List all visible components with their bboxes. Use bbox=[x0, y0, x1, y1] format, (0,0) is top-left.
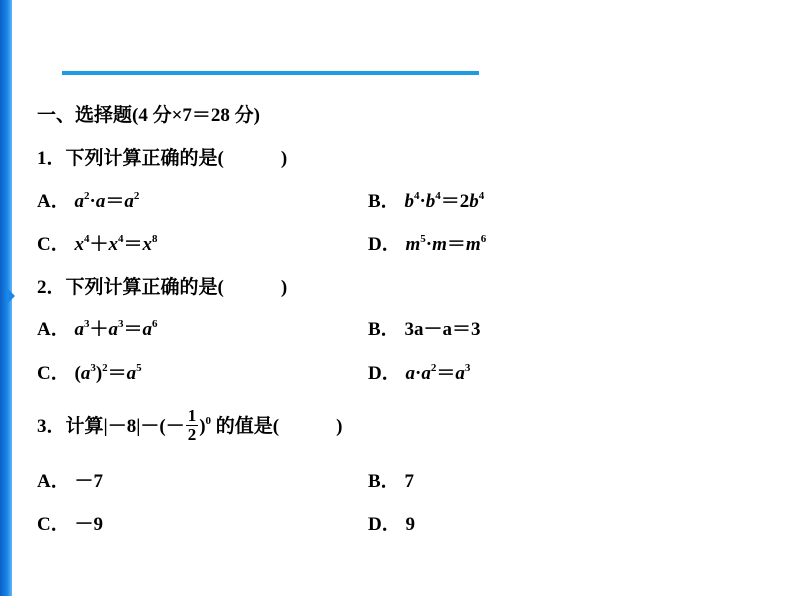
option-label: A． bbox=[37, 319, 70, 340]
question-2 bbox=[37, 278, 287, 297]
question-stem-prefix: 计算|－8|－(－ bbox=[65, 416, 185, 437]
option-value: 7 bbox=[404, 471, 414, 492]
option-label: C． bbox=[37, 234, 70, 255]
question-number: 3． bbox=[37, 416, 66, 437]
option-expression: $a\cdot a^2=a^3$ bbox=[405, 362, 471, 384]
option-label: D． bbox=[368, 514, 401, 535]
q3-option-d[interactable] bbox=[368, 515, 415, 534]
q2-option-d[interactable] bbox=[368, 364, 470, 383]
question-number: 2． bbox=[37, 277, 66, 298]
fraction-denominator: 2 bbox=[187, 425, 197, 445]
option-expression: $m^5\cdot m=m^6$ bbox=[405, 233, 487, 255]
q3-option-b[interactable] bbox=[368, 472, 414, 491]
section-title: 一、选择题(4 分×7＝28 分) bbox=[37, 105, 260, 126]
option-expression: $a^2\cdot a=a^2$ bbox=[74, 190, 140, 212]
question-stem-suffix: 的值是( ) bbox=[215, 416, 343, 437]
fraction-one-half bbox=[186, 407, 199, 444]
q2-option-b[interactable] bbox=[368, 320, 480, 339]
option-label: D． bbox=[368, 363, 401, 384]
q2-option-c[interactable] bbox=[37, 364, 142, 383]
option-expression: $a^3+a^3=a^6$ bbox=[74, 318, 158, 340]
q1-option-b[interactable] bbox=[368, 192, 484, 211]
question-3: 3．计算|－8|－(－ $\frac{1}{2}$ )$^0$ 的值是( ) bbox=[37, 406, 343, 445]
option-label: C． bbox=[37, 514, 70, 535]
question-stem: 下列计算正确的是( ) bbox=[65, 148, 288, 169]
option-label: B． bbox=[368, 319, 400, 340]
option-value: －9 bbox=[74, 514, 103, 535]
option-expression: $x^4+x^4=x^8$ bbox=[74, 233, 158, 255]
question-number: 1． bbox=[37, 148, 66, 169]
question-1 bbox=[37, 149, 287, 168]
q1-option-a[interactable] bbox=[37, 192, 139, 211]
left-arrow-icon bbox=[6, 287, 15, 305]
option-label: B． bbox=[368, 191, 400, 212]
option-expression: 3a－a＝3 bbox=[404, 319, 481, 340]
option-label: D． bbox=[368, 234, 401, 255]
option-expression: $(a^3)^2=a^5$ bbox=[74, 362, 142, 384]
q3-option-a[interactable] bbox=[37, 472, 103, 491]
option-label: A． bbox=[37, 191, 70, 212]
option-label: C． bbox=[37, 363, 70, 384]
left-accent-bar bbox=[0, 0, 12, 596]
title-underline bbox=[62, 71, 479, 75]
option-value: －7 bbox=[74, 471, 103, 492]
option-value: 9 bbox=[405, 514, 415, 535]
q2-option-a[interactable] bbox=[37, 320, 158, 339]
option-expression: $b^4\cdot b^4=2b^4$ bbox=[404, 190, 485, 212]
option-label: B． bbox=[368, 471, 400, 492]
q1-option-c[interactable] bbox=[37, 235, 158, 254]
q3-option-c[interactable] bbox=[37, 515, 103, 534]
q1-option-d[interactable] bbox=[368, 235, 486, 254]
fraction-numerator: 1 bbox=[187, 406, 197, 426]
question-stem: 下列计算正确的是( ) bbox=[65, 277, 288, 298]
option-label: A． bbox=[37, 471, 70, 492]
